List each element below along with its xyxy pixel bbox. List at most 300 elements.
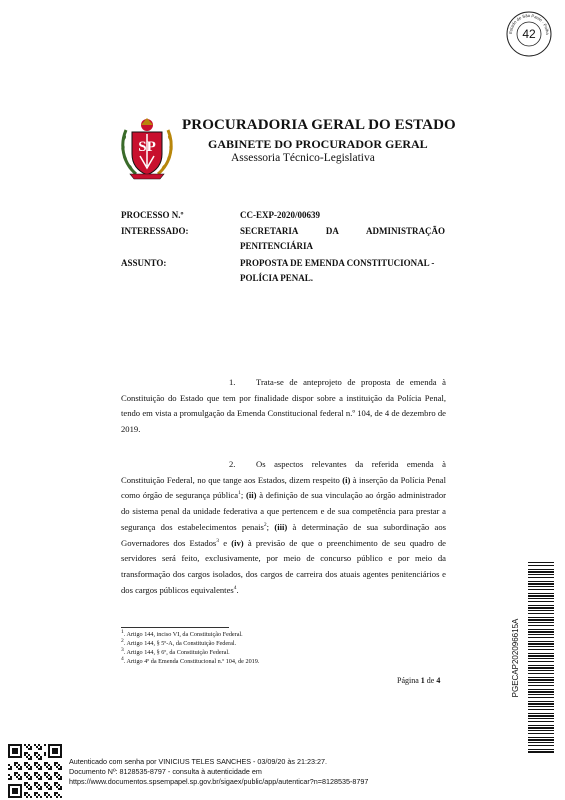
qr-module [16,748,18,750]
paragraph-2-text: ; [240,490,246,501]
qr-module [30,756,32,758]
barcode-bar [528,661,554,662]
qr-module [34,794,36,796]
barcode-bar [528,730,554,731]
qr-module [20,784,22,786]
qr-module [48,752,50,754]
qr-module [58,794,60,796]
qr-module [18,756,20,758]
qr-module [14,796,16,798]
qr-module [56,756,58,758]
qr-module [44,774,46,776]
qr-module [26,752,28,754]
qr-module [14,762,16,764]
qr-module [58,756,60,758]
qr-module [54,764,56,766]
qr-module [10,766,12,768]
qr-module [12,756,14,758]
page-stamp [505,10,553,58]
barcode-icon [528,562,554,754]
barcode-code [507,562,523,754]
qr-module [48,764,50,766]
qr-module [50,788,52,790]
barcode-bar [528,691,554,693]
qr-module [28,774,30,776]
qr-module [20,750,22,752]
barcode-bar [528,607,554,609]
barcode-bar [528,737,554,738]
processo-label: PROCESSO N.º [121,210,184,220]
qr-module [14,750,16,752]
qr-module [46,776,48,778]
footnote-mark: 3 [121,646,124,653]
barcode-bar [528,631,554,633]
item-marker-i: (i) [342,474,351,485]
qr-module [28,748,30,750]
qr-module [54,772,56,774]
qr-module [56,796,58,798]
qr-module [58,768,60,770]
qr-module [40,766,42,768]
barcode-bar [528,739,554,741]
qr-module [40,756,42,758]
paragraph-2-text: à previsão de que o preenchimento de seu quadro de servidores será feito, exclusivamente, por meio de concurso público e por meio da transformação dos cargos isolados, dos cargos de carreira dos atuais agentes penitenciários e dos cargos públicos equivalentes [121,537,446,595]
qr-module [30,778,32,780]
qr-module [20,794,22,796]
qr-module [34,792,36,794]
qr-module [46,792,48,794]
qr-module [52,750,54,752]
qr-module [18,768,20,770]
qr-module [18,784,20,786]
qr-module [54,750,56,752]
barcode-bar [528,725,554,726]
qr-module [14,748,16,750]
qr-module [10,776,12,778]
qr-module [60,786,62,788]
qr-module [60,776,62,778]
qr-module [48,746,50,748]
qr-module [34,784,36,786]
barcode-bar [528,751,554,753]
qr-module [28,788,30,790]
qr-module [14,792,16,794]
qr-module [8,792,10,794]
qr-module [26,756,28,758]
barcode-bar [528,562,554,563]
qr-module [38,794,40,796]
paragraph-2-number: 2. [229,459,236,469]
qr-module [24,782,26,784]
qr-module [40,748,42,750]
auth-url-link[interactable]: https://www.documentos.spsempapel.sp.gov.br/sigaex/public/app/autenticar?n=8128535-8797 [69,777,369,786]
interessado-label: INTERESSADO: [121,226,189,236]
qr-module [12,788,14,790]
qr-module [12,792,14,794]
qr-module [40,746,42,748]
footnote-ref-4[interactable]: 4 [233,584,237,591]
qr-module [56,762,58,764]
barcode-bar [528,610,554,611]
qr-module [30,748,32,750]
auth-line-2: Documento Nº: 8128535-8797 - consulta à autenticidade em [69,767,262,776]
qr-module [40,758,42,760]
qr-module [36,772,38,774]
qr-module [30,788,32,790]
qr-module [14,788,16,790]
qr-module [36,792,38,794]
qr-module [20,792,22,794]
qr-code-icon[interactable] [8,744,62,798]
crest-letters: SP [138,139,156,155]
qr-module [38,754,40,756]
qr-module [14,790,16,792]
qr-module [16,750,18,752]
paragraph-1-text: Trata-se de anteprojeto de proposta de emenda à Constituição do Estado que tem por finalidade dispor sobre a instituição da Polícia Penal, tendo em vista a promulgação da Emenda Constitucional federal n.º 104, de 4 de dezembro de 2019. [121,377,446,435]
paragraph-1-number: 1. [229,377,236,387]
qr-module [30,766,32,768]
qr-module [16,762,18,764]
qr-module [38,764,40,766]
stamp-ring-text: Estado de São Paulo · Folha [507,12,551,35]
qr-module [52,756,54,758]
qr-module [28,754,30,756]
qr-module [50,768,52,770]
qr-module [56,776,58,778]
qr-module [18,774,20,776]
qr-module [8,784,10,786]
barcode-bar [528,665,554,666]
qr-module [54,756,56,758]
qr-module [36,782,38,784]
interessado-line-2: PENITENCIÁRIA [240,241,314,251]
qr-module [16,784,18,786]
qr-module [52,752,54,754]
qr-module [26,772,28,774]
qr-module [14,774,16,776]
qr-module [24,792,26,794]
assunto-label: ASSUNTO: [121,258,167,268]
footnote-1 [121,628,243,638]
qr-module [46,772,48,774]
footnote-ref-3[interactable]: 3 [216,537,220,544]
qr-module [38,748,40,750]
qr-module [40,796,42,798]
interessado-line-1: SECRETARIA DA ADMINISTRAÇÃO [240,226,445,236]
qr-module [50,756,52,758]
footnote-text: . Artigo 144, inciso VI, da Constituição Federal. [123,631,243,638]
qr-module [28,784,30,786]
barcode-bar [528,685,554,686]
qr-module [24,772,26,774]
qr-module [8,748,10,750]
qr-module [48,756,50,758]
qr-module [12,790,14,792]
qr-module [56,792,58,794]
barcode-bar [528,715,554,717]
qr-module [30,746,32,748]
qr-module [14,772,16,774]
qr-module [38,784,40,786]
barcode-bar [528,617,554,618]
qr-module [20,778,22,780]
qr-module [44,792,46,794]
qr-module [20,748,22,750]
qr-module [8,774,10,776]
qr-module [10,756,12,758]
qr-module [36,752,38,754]
qr-module [24,764,26,766]
qr-module [44,772,46,774]
qr-module [14,744,16,746]
org-title: PROCURADORIA GERAL DO ESTADO [182,117,456,133]
qr-module [60,788,62,790]
footnote-ref-1[interactable]: 1 [238,490,241,497]
barcode-bar [528,629,554,630]
qr-module [60,748,62,750]
qr-module [48,794,50,796]
qr-module [12,796,14,798]
qr-module [20,744,22,746]
qr-module [38,788,40,790]
qr-module [8,796,10,798]
qr-module [34,754,36,756]
barcode-code-text: PGECAP202096615A [511,618,520,698]
qr-module [40,778,42,780]
qr-module [8,750,10,752]
qr-module [8,788,10,790]
qr-module [52,744,54,746]
qr-module [8,744,10,746]
qr-module [36,756,38,758]
barcode-bar [528,697,554,698]
qr-module [18,764,20,766]
qr-module [48,768,50,770]
barcode-bar [528,625,554,626]
qr-module [8,746,10,748]
paragraph-2-text: . [236,584,239,595]
qr-module [46,766,48,768]
footnote-text: . Artigo 144, § 6º, da Constituição Federal. [123,649,230,656]
qr-module [18,796,20,798]
qr-module [20,754,22,756]
qr-module [8,778,10,780]
barcode-bar [528,718,554,719]
qr-module [50,776,52,778]
qr-module [8,754,10,756]
qr-module [28,764,30,766]
qr-module [30,776,32,778]
barcode-bar [528,605,554,606]
barcode-bar [528,679,554,681]
barcode-bar [528,689,554,690]
qr-module [48,748,50,750]
page-prefix: Página [397,676,421,685]
barcode-bar [528,619,554,621]
footnote-divider [121,627,229,628]
qr-module [44,782,46,784]
qr-module [46,786,48,788]
qr-module [50,766,52,768]
qr-module [18,778,20,780]
qr-module [54,748,56,750]
qr-module [26,776,28,778]
qr-module [12,748,14,750]
item-marker-iv: (iv) [231,537,244,548]
qr-module [58,774,60,776]
qr-module [10,796,12,798]
qr-module [50,744,52,746]
qr-module [20,756,22,758]
qr-module [48,754,50,756]
qr-module [36,746,38,748]
qr-module [50,796,52,798]
qr-module [54,762,56,764]
qr-module [38,744,40,746]
footnote-mark: 4 [121,655,124,662]
barcode-bar [528,571,554,573]
page-number [397,676,440,685]
barcode-bar [528,593,554,594]
barcode-bar [528,574,554,575]
qr-module [24,752,26,754]
qr-module [44,744,46,746]
qr-module [44,762,46,764]
qr-module [38,778,40,780]
barcode-bar [528,613,554,614]
org-subtitle: GABINETE DO PROCURADOR GERAL [208,137,428,151]
qr-module [26,766,28,768]
qr-module [58,764,60,766]
qr-module [24,774,26,776]
qr-module [8,790,10,792]
assunto-line-2: POLÍCIA PENAL. [240,273,314,283]
qr-module [20,776,22,778]
qr-module [54,774,56,776]
qr-module [28,758,30,760]
auth-line-1: Autenticado com senha por VINICIUS TELES SANCHES - 03/09/20 às 21:23:27. [69,757,327,766]
barcode-bar [528,577,554,578]
footnote-3 [121,646,230,656]
qr-module [46,782,48,784]
qr-module [12,752,14,754]
qr-module [50,778,52,780]
page-total: 4 [436,676,441,685]
qr-module [12,750,14,752]
qr-module [16,752,18,754]
barcode-bar [528,658,554,659]
qr-module [40,788,42,790]
qr-module [26,762,28,764]
qr-module [60,756,62,758]
barcode-bar [528,637,554,638]
qr-module [16,776,18,778]
footnote-ref-2[interactable]: 2 [263,521,267,528]
qr-module [56,782,58,784]
qr-module [58,778,60,780]
qr-module [34,782,36,784]
qr-module [44,754,46,756]
footnote-text: . Artigo 4º da Emenda Constitucional n.º 104, de 2019. [123,658,260,665]
footnote-mark: 2 [121,637,124,644]
qr-module [60,750,62,752]
barcode-bar [528,646,554,647]
qr-module [8,786,10,788]
barcode-bar [528,701,554,702]
qr-module [14,756,16,758]
qr-module [30,758,32,760]
barcode-bar [528,589,554,590]
barcode-bar [528,721,554,722]
qr-module [44,784,46,786]
qr-module [16,792,18,794]
paragraph-1 [121,375,446,438]
barcode-bar [528,601,554,602]
qr-module [58,788,60,790]
footnote-4 [121,655,260,665]
qr-module [30,796,32,798]
qr-module [24,754,26,756]
qr-module [26,792,28,794]
qr-module [26,746,28,748]
qr-module [56,748,58,750]
barcode-bar [528,641,554,642]
qr-module [36,766,38,768]
qr-module [60,746,62,748]
qr-module [28,768,30,770]
qr-module [26,782,28,784]
qr-module [14,752,16,754]
qr-module [16,756,18,758]
paragraph-2-text: Os aspectos relevantes da referida emenda à Constituição Federal, no que tange aos Estados, dizem respeito [121,459,446,485]
qr-module [34,774,36,776]
page-middle: de [424,676,437,685]
qr-module [16,766,18,768]
qr-module [16,790,18,792]
qr-module [20,788,22,790]
footnote-text: . Artigo 144, § 5º-A, da Constituição Federal. [123,640,237,647]
qr-module [12,784,14,786]
qr-module [26,786,28,788]
assunto-line-1: PROPOSTA DE EMENDA CONSTITUCIONAL - [240,258,435,268]
org-unit: Assessoria Técnico-Legislativa [231,152,375,164]
qr-module [28,744,30,746]
qr-module [34,764,36,766]
qr-module [44,764,46,766]
footnote-mark: 1 [121,628,124,635]
qr-module [48,784,50,786]
qr-module [48,750,50,752]
item-marker-ii: (ii) [245,490,257,501]
qr-module [60,754,62,756]
qr-module [60,796,62,798]
barcode-bar [528,653,554,654]
qr-module [20,786,22,788]
qr-module [36,776,38,778]
qr-module [54,784,56,786]
qr-module [20,746,22,748]
qr-module [20,796,22,798]
qr-module [30,768,32,770]
qr-module [44,794,46,796]
barcode-bar [528,745,554,746]
qr-module [46,796,48,798]
qr-module [56,772,58,774]
barcode-bar [528,749,554,750]
barcode-bar [528,586,554,587]
barcode-bar [528,583,554,585]
qr-module [56,752,58,754]
